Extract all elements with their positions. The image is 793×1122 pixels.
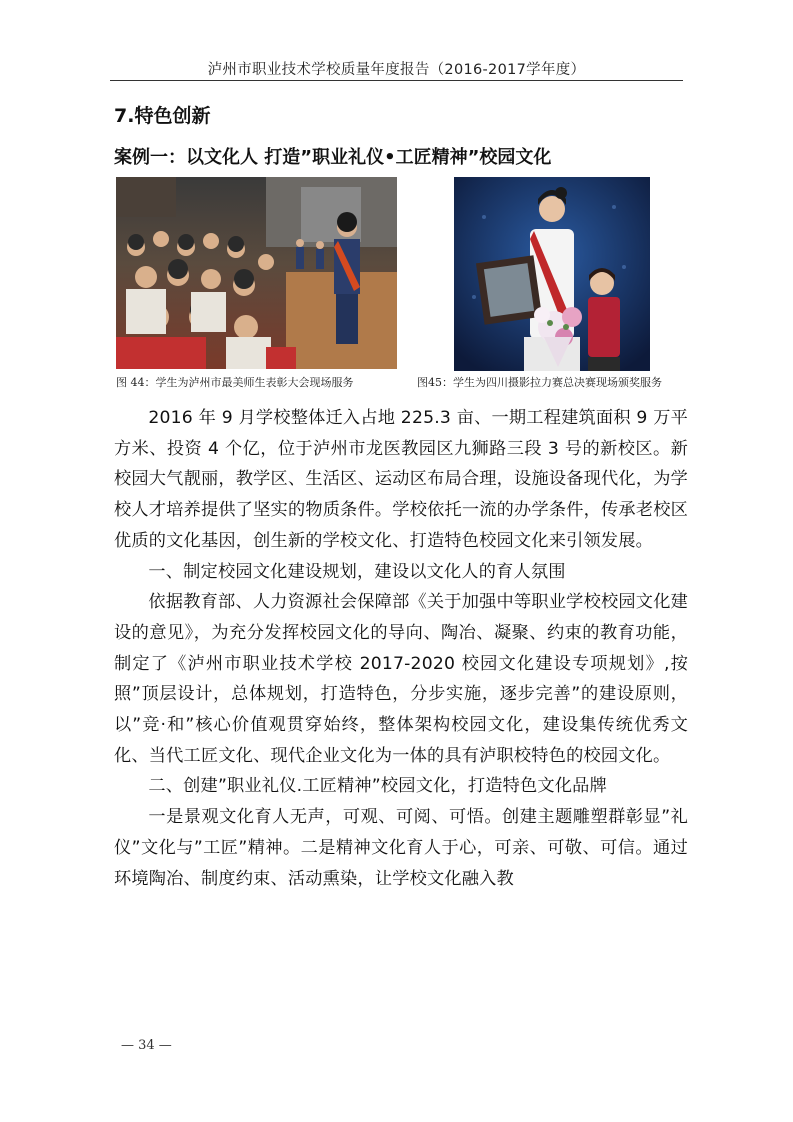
ceremony-photo: [116, 177, 397, 369]
case-title: 案例一：以文化人 打造”职业礼仪•工匠精神”校园文化: [114, 147, 552, 168]
paragraph-heading: 二、创建”职业礼仪.工匠精神”校园文化，打造特色文化品牌: [148, 776, 607, 797]
section-title: 7.特色创新: [114, 105, 211, 127]
paragraph-heading: 一、制定校园文化建设规划，建设以文化人的育人氛围: [148, 561, 566, 582]
award-photo: [454, 177, 650, 371]
paragraph: 2016 年 9 月学校整体迁入占地 225.3 亩、一期工程建筑面积 9 万平方米、投资 4 个亿，位于泸州市龙医教园区九狮路三段 3 号的新校区。新校园大气靓丽，教学区、生活区、运动区布局合理，设施设备现代化，为学校人才培养提供了坚实的物质条件。学校依托一流的办学条件，传承老校区优质的文化基因，创生新的学校文化、打造特色校园文化来引领发展。: [114, 408, 688, 551]
paragraph: 一是景观文化育人无声，可观、可阅、可悟。创建主题雕塑群彰显”礼仪”文化与”工匠”精神。二是精神文化育人于心，可亲、可敬、可信。通过环境陶冶、制度约束、活动熏染，让学校文化融入教: [114, 807, 688, 889]
running-header: 泸州市职业技术学校质量年度报告（2016-2017学年度）: [207, 62, 586, 78]
page-number: — 34 —: [121, 1038, 172, 1053]
figure-caption-45: 图45：学生为四川摄影拉力赛总决赛现场颁奖服务: [417, 376, 662, 389]
figure-caption-44: 图 44：学生为泸州市最美师生表彰大会现场服务: [116, 376, 354, 389]
header-rule: [110, 80, 683, 81]
paragraph: 依据教育部、人力资源社会保障部《关于加强中等职业学校校园文化建设的意见》，为充分发挥校园文化的导向、陶冶、凝聚、约束的教育功能，制定了《泸州市职业技术学校 2017-2020 校园文化建设专项规划》,按照”顶层设计，总体规划，打造特色，分步实施，逐步完善”的建设原则，以”竞·和”核心价值观贯穿始终，整体架构校园文化，建设集传统优秀文化、当代工匠文化、现代企业文化为一体的具有泸职校特色的校园文化。: [114, 592, 688, 766]
body-text: [114, 403, 688, 894]
